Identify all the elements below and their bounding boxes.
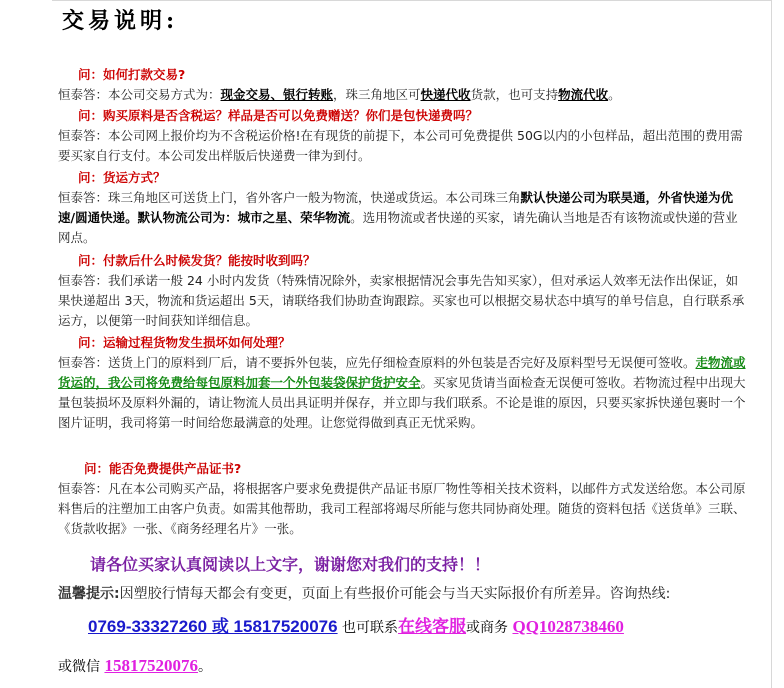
contact-text: 或商务 (466, 620, 509, 636)
wechat-link[interactable]: 15817520076 (104, 656, 198, 675)
warm-tip (58, 584, 758, 604)
answer-text: ，珠三角地区可 (333, 87, 421, 102)
faq-question-shipping: 问：货运方式？ (78, 170, 166, 185)
reading-notice: 请各位买家认真阅读以上文字，谢谢您对我们的支持！！ (90, 555, 491, 574)
faq-answer-tax-samples: 恒泰答：本公司网上报价均为不含税运价格!在有现货的前提下，本公司可免费提供 50G以内的小包样品，超出范围的费用需要买家自行支付。本公司发出样版后快递费一律为到付。 (58, 128, 743, 163)
answer-text: 恒泰答：送货上门的原料到厂后，请不要拆外包装，应先仔细检查原料的外包装是否完好及原料型号无误便可签收。 (58, 355, 696, 370)
tip-text: 因塑胶行情每天都会有变更，页面上有些报价可能会与当天实际报价有所差异。咨询热线: (119, 586, 671, 602)
faq-question-tax-samples: 问：购买原料是否含税运？样品是否可以免费赠送？你们是包快递费吗？ (78, 108, 479, 123)
faq-question-damage: 问：运输过程货物发生损坏如何处理？ (78, 335, 291, 350)
faq-answer-shipping (58, 188, 748, 248)
faq-question-payment: 问：如何打款交易? (78, 67, 186, 82)
right-divider (771, 0, 772, 688)
faq-answer-payment (58, 85, 748, 105)
page-title: 交易说明: (62, 8, 179, 34)
wechat-line (58, 656, 212, 676)
faq-question-delivery-time: 问：付款后什么时候发货？能按时收到吗？ (78, 253, 316, 268)
qq-link[interactable]: QQ1028738460 (512, 617, 624, 636)
faq-answer-certificate: 恒泰答：凡在本公司购买产品，将根据客户要求免费提供产品证书原厂物性等相关技术资料，以邮件方式发送给您。本公司原料售后的注塑加工由客户负责。如需其他帮助，我司工程部将竭尽所能与您共同协商处理。随货的资料包括《送货单》三联、《货款收据》一张、《商务经理名片》一张。 (58, 481, 746, 536)
period: 。 (197, 659, 212, 675)
tip-label: 温馨提示: (58, 586, 120, 602)
answer-text: 货款，也可支持 (470, 87, 559, 102)
payment-methods: 现金交易、银行转账 (220, 87, 334, 102)
free-protective-bag-link[interactable]: 走物流或货运的，我公司将免费给每包原料加套一个外包装袋保护货护安全 (58, 355, 746, 390)
logistics-collection: 物流代收 (558, 87, 609, 102)
answer-text: 恒泰答：本公司交易方式为： (58, 87, 221, 102)
answer-text: 恒泰答：珠三角地区可送货上门，省外客户一般为物流，快递或货运。本公司珠三角 (58, 190, 521, 205)
hotline-phone-link[interactable]: 0769-33327260 或 15817520076 (88, 617, 338, 636)
default-carriers: 默认快递公司为联昊通，外省快递为优速/圆通快递。默认物流公司为：城市之星、荣华物流 (58, 190, 734, 225)
answer-text: 。买家见货请当面检查无误便可签收。若物流过程中出现大量包装损坏及原料外漏的，请让物流人员出具证明并保存，并立即与我们联系。不论是谁的原因，只要买家拆快递包裹时一个图片证明，我司将第一时间给您最满意的处理。让您觉得做到真正无忧采购。 (58, 375, 746, 430)
answer-text: 。选用物流或者快递的买家，请先确认当地是否有该物流或快递的营业网点。 (58, 210, 738, 245)
top-divider (52, 0, 772, 1)
faq-answer-delivery-time: 恒泰答：我们承诺一般 24 小时内发货（特殊情况除外，卖家根据情况会事先告知买家），但对承运人效率无法作出保证，如果快递超出 3天，物流和货运超出 5天，请联络我们协助查询跟踪。买家也可以根据交易状态中填写的单号信息，自行联系承运方，以便第一时间获知详细信息。 (58, 273, 745, 328)
express-collection: 快递代收 (420, 87, 471, 102)
contact-text: 或微信 (58, 659, 100, 675)
faq-question-certificate: 问：能否免费提供产品证书? (84, 461, 242, 476)
answer-text: 。 (608, 87, 621, 102)
contact-line (58, 612, 624, 637)
contact-text: 也可联系 (342, 620, 399, 636)
faq-answer-damage (58, 353, 748, 433)
online-service-link[interactable]: 在线客服 (398, 617, 467, 637)
